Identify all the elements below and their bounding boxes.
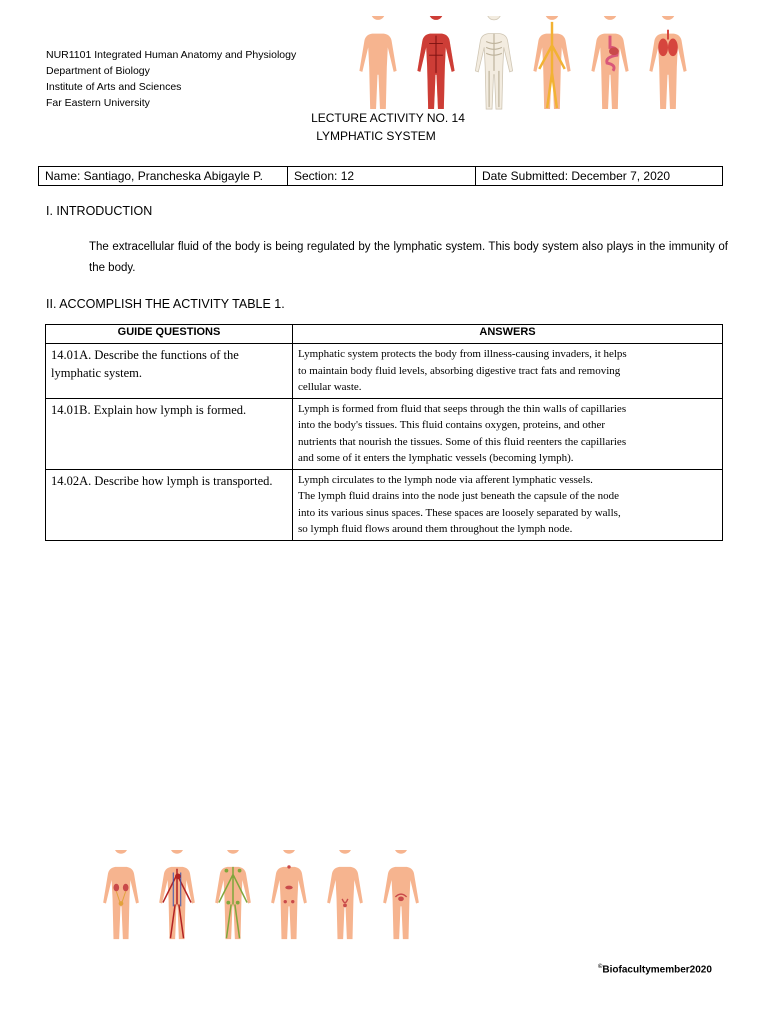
answer-line: so lymph fluid flows around them throughout the lymph node. bbox=[298, 523, 573, 535]
introduction-text: The extracellular fluid of the body is being regulated by the lymphatic system. This body system also plays in the immunity of the body. bbox=[89, 241, 728, 274]
skin-body-figure bbox=[352, 16, 404, 112]
male-reproductive-figure bbox=[320, 850, 370, 942]
table-row bbox=[46, 344, 723, 399]
copyright-notice bbox=[598, 964, 712, 975]
copyright-symbol: © bbox=[598, 964, 603, 970]
table-header-row bbox=[46, 325, 723, 344]
answer-line: Lymph is formed from fluid that seeps through the thin walls of capillaries bbox=[298, 402, 627, 415]
endocrine-system-figure bbox=[264, 850, 314, 942]
activity-title: LECTURE ACTIVITY NO. 14 bbox=[311, 111, 465, 125]
question-cell: 14.01B. Explain how lymph is formed. bbox=[46, 398, 293, 469]
student-name-cell: Name: Santiago, Prancheska Abigayle P. bbox=[39, 167, 288, 186]
table-row bbox=[46, 398, 723, 469]
answers-header: ANSWERS bbox=[293, 325, 723, 344]
activity-heading: II. ACCOMPLISH THE ACTIVITY TABLE 1. bbox=[46, 297, 285, 311]
answer-line: The lymph fluid drains into the node just beneath the capsule of the node bbox=[298, 490, 620, 502]
guide-questions-header: GUIDE QUESTIONS bbox=[46, 325, 293, 344]
institute-line: Institute of Arts and Sciences bbox=[46, 81, 182, 93]
urinary-system-figure bbox=[96, 850, 146, 942]
lymphatic-system-figure bbox=[208, 850, 258, 942]
question-cell: 14.01A. Describe the functions of the lymphatic system. bbox=[46, 344, 293, 399]
skeletal-system-figure bbox=[468, 16, 520, 112]
activity-subtitle: LYMPHATIC SYSTEM bbox=[316, 129, 436, 143]
female-reproductive-figure bbox=[376, 850, 426, 942]
answer-line: Lymph circulates to the lymph node via afferent lymphatic vessels. bbox=[298, 473, 593, 486]
answer-line: into its various sinus spaces. These spaces are loosely separated by walls, bbox=[298, 506, 621, 519]
student-info-table bbox=[38, 166, 723, 186]
answer-line: nutrients that nourish the tissues. Some of this fluid reenters the capillaries bbox=[298, 435, 627, 448]
answer-cell bbox=[293, 344, 723, 399]
activity-table bbox=[45, 324, 723, 541]
question-cell: 14.02A. Describe how lymph is transported. bbox=[46, 469, 293, 540]
introduction-heading: I. INTRODUCTION bbox=[46, 204, 153, 218]
answer-line: Lymphatic system protects the body from illness-causing invaders, it helps bbox=[298, 348, 627, 360]
section-cell: Section: 12 bbox=[288, 167, 476, 186]
course-line: NUR1101 Integrated Human Anatomy and Physiology bbox=[46, 49, 297, 61]
table-row bbox=[46, 469, 723, 540]
respiratory-system-figure bbox=[642, 16, 694, 112]
date-submitted-cell: Date Submitted: December 7, 2020 bbox=[476, 167, 723, 186]
answer-cell bbox=[293, 469, 723, 540]
course-header bbox=[46, 47, 296, 111]
body-systems-illustration-top bbox=[352, 16, 722, 112]
body-systems-illustration-bottom bbox=[96, 850, 426, 942]
muscular-system-figure bbox=[410, 16, 462, 112]
digestive-system-figure bbox=[584, 16, 636, 112]
answer-line: into the body's tissues. This fluid contains oxygen, proteins, and other bbox=[298, 419, 605, 431]
answer-cell bbox=[293, 398, 723, 469]
answer-line: and some of it enters the lymphatic vessels (becoming lymph). bbox=[298, 452, 574, 464]
nervous-system-figure bbox=[526, 16, 578, 112]
answer-line: to maintain body fluid levels, absorbing digestive tract fats and removing bbox=[298, 364, 621, 377]
answer-line: cellular waste. bbox=[298, 381, 362, 393]
copyright-text: Biofacultymember2020 bbox=[602, 964, 712, 976]
department-line: Department of Biology bbox=[46, 65, 150, 77]
cardiovascular-system-figure bbox=[152, 850, 202, 942]
university-line: Far Eastern University bbox=[46, 97, 150, 109]
